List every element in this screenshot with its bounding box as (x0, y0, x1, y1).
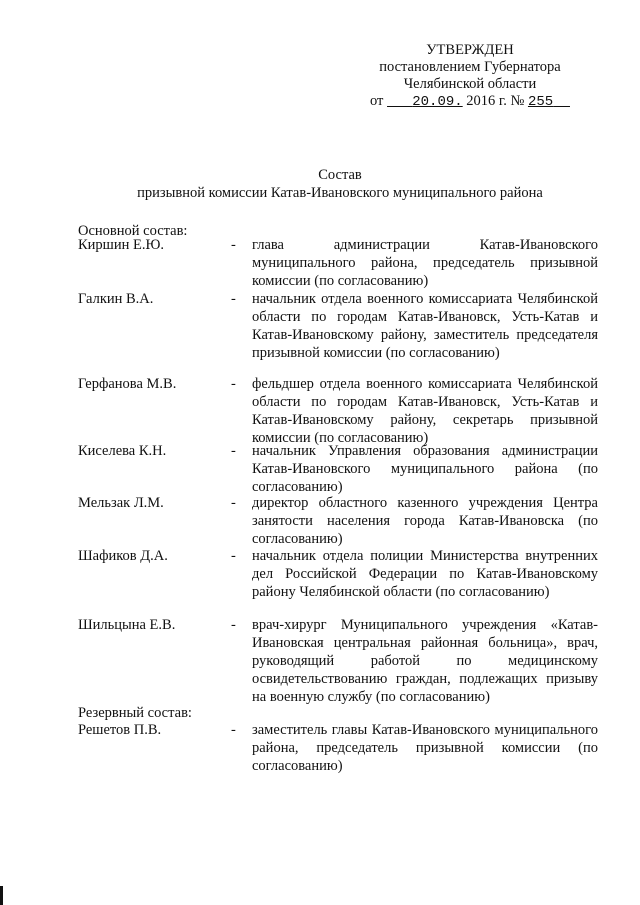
reserve-section-label: Резервный состав: (78, 705, 192, 721)
member-name: Герфанова М.В. (78, 376, 177, 392)
approval-year-text: 2016 г. № (466, 93, 525, 109)
member-dash: - (231, 237, 236, 253)
member-dash: - (231, 617, 236, 633)
member-role: фельдшер отдела военного комиссариата Челябинской области по городам Катав-Ивановск, Усть-Катав и Катав-Ивановскому району, секретарь призывной комиссии (по согласованию) (252, 376, 598, 446)
member-role: глава администрации Катав-Ивановского муниципального района, председатель призывной комиссии (по согласованию) (252, 237, 598, 289)
member-name: Галкин В.А. (78, 291, 154, 307)
approval-date-value: 20.09. (412, 94, 463, 110)
approval-number (528, 94, 570, 110)
approval-date-prefix: от (370, 93, 384, 109)
title-line-1: Состав (318, 167, 362, 183)
member-dash: - (231, 722, 236, 738)
approval-date (387, 94, 463, 110)
title-line-2: призывной комиссии Катав-Ивановского муниципального района (137, 185, 543, 201)
approval-date-line (360, 93, 580, 111)
member-role: начальник отдела полиции Министерства внутренних дел Российской Федерации по Катав-Ивановскому району Челябинской области (по согласованию) (252, 548, 598, 600)
document-title (60, 166, 620, 202)
main-section-label: Основной состав: (78, 223, 188, 239)
member-dash: - (231, 376, 236, 392)
member-role: заместитель главы Катав-Ивановского муниципального района, председатель призывной комиссии (по согласованию) (252, 722, 598, 774)
member-name: Шильцына Е.В. (78, 617, 176, 633)
member-name: Решетов П.В. (78, 722, 162, 738)
member-dash: - (231, 548, 236, 564)
approval-block (360, 42, 580, 111)
member-dash: - (231, 495, 236, 511)
member-role: врач-хирург Муниципального учреждения «Катав-Ивановская центральная районная больница», врач, руководящий работой по медицинскому освидетельствованию граждан, подлежащих призыву на военную службу (по согласованию) (252, 617, 598, 705)
member-name: Киршин Е.Ю. (78, 237, 165, 253)
approval-line-decree: постановлением Губернатора (379, 59, 561, 75)
member-role: начальник отдела военного комиссариата Челябинской области по городам Катав-Ивановск, Усть-Катав и Катав-Ивановскому району, заместитель председателя призывной комиссии (по согласованию) (252, 291, 598, 361)
member-dash: - (231, 443, 236, 459)
member-role: начальник Управления образования администрации Катав-Ивановского муниципального района (по согласованию) (252, 443, 598, 495)
approval-line-region: Челябинской области (403, 76, 537, 92)
scan-edge-mark (0, 886, 3, 905)
member-dash: - (231, 291, 236, 307)
member-role: директор областного казенного учреждения Центра занятости населения города Катав-Ивановска (по согласованию) (252, 495, 598, 547)
member-name: Мельзак Л.М. (78, 495, 164, 511)
member-name: Шафиков Д.А. (78, 548, 168, 564)
member-name: Киселева К.Н. (78, 443, 167, 459)
approval-number-value: 255 (527, 94, 554, 110)
approval-heading: УТВЕРЖДЕН (426, 42, 514, 58)
